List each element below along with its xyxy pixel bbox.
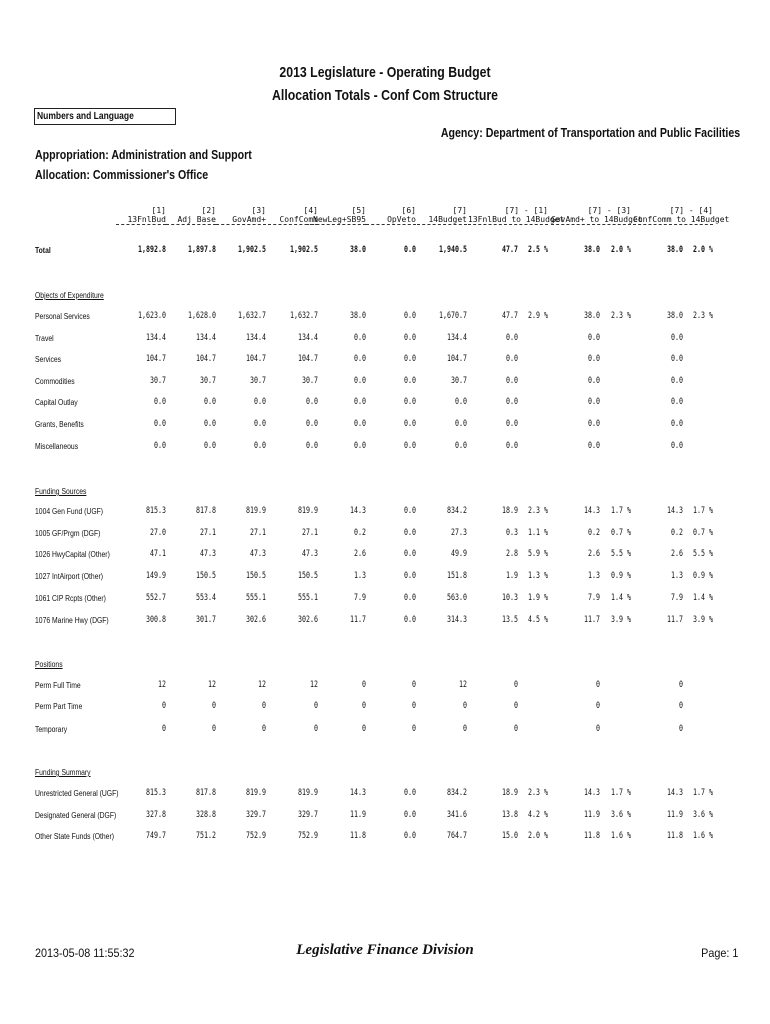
table-cell: 11.9 (350, 810, 366, 820)
table-cell: 11.8 (350, 831, 366, 841)
table-cell: 819.9 (246, 788, 266, 798)
table-cell: 1,623.0 (138, 311, 166, 321)
table-cell: 150.5 (298, 571, 318, 581)
table-cell: 3.9 % (693, 615, 713, 625)
table-cell: 302.6 (298, 615, 318, 625)
table-cell: 12 (258, 680, 266, 690)
table-cell: 0 (679, 680, 683, 690)
footer-division: Legislative Finance Division (296, 942, 474, 958)
table-cell: 0.0 (671, 397, 683, 407)
table-cell: 0.7 % (693, 528, 713, 538)
table-cell: 0.0 (671, 441, 683, 451)
table-cell: 3.9 % (611, 615, 631, 625)
table-cell: 38.0 (667, 311, 683, 321)
table-cell: 0.0 (354, 376, 366, 386)
table-cell: 47.3 (250, 549, 266, 559)
column-number: [6] (401, 206, 416, 215)
table-cell: 7.9 (354, 593, 366, 603)
table-cell: 0.0 (506, 397, 518, 407)
table-cell: 0.0 (354, 354, 366, 364)
column-label: 14Budget (417, 215, 467, 225)
table-cell: 0 (262, 724, 266, 734)
table-cell: 0.0 (404, 831, 416, 841)
table-cell: 38.0 (350, 245, 366, 255)
column-number: [1] (151, 206, 166, 215)
table-cell: 555.1 (298, 593, 318, 603)
table-cell: 819.9 (246, 506, 266, 516)
table-cell: 13.5 (502, 615, 518, 625)
table-cell: 2.9 % (528, 311, 548, 321)
table-cell: 2.3 % (528, 506, 548, 516)
table-cell: 0.0 (204, 441, 216, 451)
table-cell: 1.3 % (528, 571, 548, 581)
table-cell: 0.0 (588, 354, 600, 364)
table-cell: 0.2 (588, 528, 600, 538)
column-label: GovAmd+ (216, 215, 266, 225)
section-heading: Funding Summary (35, 768, 91, 777)
table-cell: 0.0 (404, 376, 416, 386)
table-cell: 3.6 % (611, 810, 631, 820)
appropriation-heading: Appropriation: Administration and Support (35, 148, 252, 162)
table-cell: 15.0 (502, 831, 518, 841)
table-cell: 0 (514, 724, 518, 734)
section-heading: Positions (35, 660, 63, 669)
table-cell: 819.9 (298, 788, 318, 798)
table-cell: 1,902.5 (238, 245, 266, 255)
table-cell: 0.0 (404, 354, 416, 364)
table-cell: 752.9 (298, 831, 318, 841)
table-cell: 0.0 (588, 397, 600, 407)
table-cell: 27.0 (150, 528, 166, 538)
table-cell: 12 (459, 680, 467, 690)
table-cell: 0.0 (506, 376, 518, 386)
table-cell: 134.4 (246, 333, 266, 343)
table-cell: 150.5 (196, 571, 216, 581)
table-cell: 0.7 % (611, 528, 631, 538)
table-cell: 834.2 (447, 788, 467, 798)
table-cell: 0.0 (254, 441, 266, 451)
table-cell: 104.7 (146, 354, 166, 364)
column-label: NewLeg+SB95 (306, 215, 366, 225)
table-cell: 0.0 (404, 549, 416, 559)
table-cell: 552.7 (146, 593, 166, 603)
column-header (468, 206, 565, 225)
table-cell: 47.7 (502, 311, 518, 321)
table-cell: 0.0 (588, 419, 600, 429)
column-number: [2] (201, 206, 216, 215)
table-cell: 0.0 (588, 441, 600, 451)
table-cell: 1,670.7 (439, 311, 467, 321)
table-cell: 30.7 (302, 376, 318, 386)
table-cell: 0 (412, 724, 416, 734)
table-cell: 1.7 % (611, 788, 631, 798)
table-cell: 0.0 (671, 419, 683, 429)
column-number: [7] - [4] (669, 206, 713, 215)
table-cell: 149.9 (146, 571, 166, 581)
footer-date: 2013-05-08 11:55:32 (35, 946, 135, 960)
table-cell: 817.8 (196, 506, 216, 516)
table-cell: 0 (412, 701, 416, 711)
table-cell: 4.2 % (528, 810, 548, 820)
table-cell: 0.0 (404, 419, 416, 429)
table-cell: 104.7 (246, 354, 266, 364)
table-cell: 0 (463, 724, 467, 734)
table-cell: 134.4 (146, 333, 166, 343)
allocation-heading: Allocation: Commissioner's Office (35, 168, 209, 182)
column-header (551, 206, 643, 225)
table-cell: 0 (162, 701, 166, 711)
table-cell: 1.3 (588, 571, 600, 581)
table-cell: 18.9 (502, 788, 518, 798)
table-cell: 0.3 (506, 528, 518, 538)
table-cell: 0.0 (506, 333, 518, 343)
row-label: 1027 IntAirport (Other) (35, 572, 104, 581)
row-label: 1061 CIP Rcpts (Other) (35, 594, 106, 603)
table-cell: 0.2 (671, 528, 683, 538)
table-cell: 1.1 % (528, 528, 548, 538)
table-cell: 819.9 (298, 506, 318, 516)
table-cell: 764.7 (447, 831, 467, 841)
table-cell: 0.0 (354, 419, 366, 429)
column-header (216, 206, 266, 225)
row-label: Services (35, 355, 62, 364)
table-cell: 11.7 (667, 615, 683, 625)
column-header (417, 206, 467, 225)
table-cell: 817.8 (196, 788, 216, 798)
table-cell: 0.0 (254, 397, 266, 407)
table-cell: 0.0 (404, 788, 416, 798)
table-cell: 11.7 (584, 615, 600, 625)
table-cell: 329.7 (246, 810, 266, 820)
table-cell: 14.3 (584, 788, 600, 798)
table-cell: 0 (463, 701, 467, 711)
column-number: [5] (351, 206, 366, 215)
agency-heading: Agency: Department of Transportation and Public Facilities (440, 126, 740, 140)
table-cell: 0.0 (154, 441, 166, 451)
table-cell: 0.0 (404, 593, 416, 603)
table-cell: 1.9 % (528, 593, 548, 603)
section-heading: Objects of Expenditure (35, 291, 104, 300)
table-cell: 0.0 (354, 333, 366, 343)
table-cell: 4.5 % (528, 615, 548, 625)
table-cell: 0.0 (306, 441, 318, 451)
row-label: Personal Services (35, 312, 90, 321)
table-cell: 7.9 (588, 593, 600, 603)
row-label: 1076 Marine Hwy (DGF) (35, 616, 109, 625)
table-cell: 0.0 (404, 311, 416, 321)
table-cell: 3.6 % (693, 810, 713, 820)
row-label: Other State Funds (Other) (35, 832, 114, 841)
table-cell: 11.8 (584, 831, 600, 841)
column-number: [7] (452, 206, 467, 215)
column-header (366, 206, 416, 225)
table-cell: 0.0 (588, 333, 600, 343)
table-cell: 47.1 (150, 549, 166, 559)
table-cell: 0.0 (404, 506, 416, 516)
table-cell: 27.1 (250, 528, 266, 538)
table-cell: 11.9 (667, 810, 683, 820)
row-label: Temporary (35, 725, 68, 734)
table-cell: 2.8 (506, 549, 518, 559)
total-row-label: Total (35, 246, 51, 255)
table-cell: 0 (362, 724, 366, 734)
table-cell: 0 (596, 680, 600, 690)
table-cell: 150.5 (246, 571, 266, 581)
table-cell: 0.0 (404, 441, 416, 451)
table-cell: 301.7 (196, 615, 216, 625)
table-cell: 14.3 (350, 788, 366, 798)
table-cell: 1.6 % (693, 831, 713, 841)
table-cell: 0 (162, 724, 166, 734)
row-label: Miscellaneous (35, 442, 79, 451)
table-cell: 0 (362, 680, 366, 690)
table-cell: 49.9 (451, 549, 467, 559)
table-cell: 0.0 (671, 354, 683, 364)
table-cell: 0.0 (404, 245, 416, 255)
table-cell: 1,902.5 (290, 245, 318, 255)
table-cell: 0 (412, 680, 416, 690)
table-cell: 30.7 (250, 376, 266, 386)
table-cell: 12 (158, 680, 166, 690)
table-cell: 5.9 % (528, 549, 548, 559)
table-cell: 341.6 (447, 810, 467, 820)
table-cell: 134.4 (447, 333, 467, 343)
table-cell: 7.9 (671, 593, 683, 603)
row-label: Capital Outlay (35, 398, 78, 407)
column-header (116, 206, 166, 225)
table-cell: 328.8 (196, 810, 216, 820)
table-cell: 0.0 (455, 441, 467, 451)
table-cell: 0 (212, 701, 216, 711)
table-cell: 0 (262, 701, 266, 711)
table-cell: 27.1 (302, 528, 318, 538)
table-cell: 13.8 (502, 810, 518, 820)
table-cell: 0.2 (354, 528, 366, 538)
table-cell: 834.2 (447, 506, 467, 516)
column-label: ConfComm (268, 215, 318, 225)
table-cell: 1.9 (506, 571, 518, 581)
table-cell: 0.0 (506, 441, 518, 451)
table-cell: 11.7 (350, 615, 366, 625)
table-cell: 0 (314, 701, 318, 711)
table-cell: 0.0 (404, 810, 416, 820)
table-cell: 1.4 % (693, 593, 713, 603)
table-cell: 1,897.8 (188, 245, 216, 255)
row-label: 1005 GF/Prgm (DGF) (35, 529, 101, 538)
table-cell: 30.7 (451, 376, 467, 386)
table-cell: 1.7 % (611, 506, 631, 516)
table-cell: 2.0 % (693, 245, 713, 255)
table-cell: 1.7 % (693, 506, 713, 516)
table-cell: 555.1 (246, 593, 266, 603)
table-cell: 815.3 (146, 506, 166, 516)
table-cell: 14.3 (350, 506, 366, 516)
table-cell: 0 (314, 724, 318, 734)
column-number: [7] - [1] (504, 206, 548, 215)
table-cell: 1.3 (354, 571, 366, 581)
table-cell: 329.7 (298, 810, 318, 820)
table-cell: 1,632.7 (238, 311, 266, 321)
table-cell: 14.3 (584, 506, 600, 516)
table-cell: 0.0 (354, 397, 366, 407)
table-cell: 0.0 (506, 419, 518, 429)
table-cell: 0.0 (506, 354, 518, 364)
table-cell: 0.0 (404, 528, 416, 538)
table-cell: 0.0 (455, 419, 467, 429)
table-cell: 0.0 (154, 397, 166, 407)
table-cell: 1.3 (671, 571, 683, 581)
row-label: 1004 Gen Fund (UGF) (35, 507, 104, 516)
column-number: [4] (303, 206, 318, 215)
table-cell: 1,940.5 (439, 245, 467, 255)
table-cell: 47.7 (502, 245, 518, 255)
table-cell: 2.5 % (528, 245, 548, 255)
table-cell: 18.9 (502, 506, 518, 516)
table-cell: 5.5 % (693, 549, 713, 559)
table-cell: 0.0 (671, 333, 683, 343)
numbers-language-box (34, 108, 176, 125)
table-cell: 1.6 % (611, 831, 631, 841)
table-cell: 0.9 % (611, 571, 631, 581)
table-cell: 12 (310, 680, 318, 690)
table-cell: 10.3 (502, 593, 518, 603)
column-label: OpVeto (366, 215, 416, 225)
table-cell: 0 (514, 680, 518, 690)
table-cell: 11.8 (667, 831, 683, 841)
table-cell: 5.5 % (611, 549, 631, 559)
table-cell: 2.3 % (528, 788, 548, 798)
table-cell: 0.0 (254, 419, 266, 429)
table-cell: 151.8 (447, 571, 467, 581)
column-label: ConfComm to 14Budget (633, 215, 730, 224)
table-cell: 563.0 (447, 593, 467, 603)
table-cell: 0.0 (204, 397, 216, 407)
table-cell: 2.3 % (611, 311, 631, 321)
table-cell: 38.0 (667, 245, 683, 255)
table-cell: 2.6 (671, 549, 683, 559)
table-cell: 752.9 (246, 831, 266, 841)
table-cell: 1,892.8 (138, 245, 166, 255)
table-cell: 0.0 (671, 376, 683, 386)
table-cell: 14.3 (667, 506, 683, 516)
table-cell: 1,632.7 (290, 311, 318, 321)
table-cell: 553.4 (196, 593, 216, 603)
table-cell: 0.0 (154, 419, 166, 429)
table-cell: 0.0 (588, 376, 600, 386)
table-cell: 2.6 (588, 549, 600, 559)
column-header (633, 206, 730, 225)
row-label: Perm Part Time (35, 702, 83, 711)
table-cell: 0 (362, 701, 366, 711)
column-label: 13FnlBud (116, 215, 166, 225)
table-cell: 11.9 (584, 810, 600, 820)
table-cell: 0 (212, 724, 216, 734)
row-label: Perm Full Time (35, 681, 81, 690)
table-cell: 0.9 % (693, 571, 713, 581)
table-cell: 0.0 (306, 397, 318, 407)
report-subtitle: Allocation Totals - Conf Com Structure (272, 87, 498, 104)
column-label: 13FnlBud to 14Budget (468, 215, 565, 224)
table-cell: 0 (596, 724, 600, 734)
table-cell: 27.3 (451, 528, 467, 538)
table-cell: 12 (208, 680, 216, 690)
column-label: Adj Base (166, 215, 216, 225)
table-cell: 104.7 (447, 354, 467, 364)
table-cell: 815.3 (146, 788, 166, 798)
table-cell: 134.4 (196, 333, 216, 343)
table-cell: 749.7 (146, 831, 166, 841)
table-cell: 0.0 (306, 419, 318, 429)
table-cell: 0 (679, 724, 683, 734)
column-header (306, 206, 366, 225)
table-cell: 38.0 (584, 311, 600, 321)
table-cell: 47.3 (200, 549, 216, 559)
table-cell: 0 (596, 701, 600, 711)
table-cell: 0.0 (404, 333, 416, 343)
table-cell: 0.0 (404, 571, 416, 581)
table-cell: 0 (514, 701, 518, 711)
row-label: Designated General (DGF) (35, 811, 117, 820)
table-cell: 14.3 (667, 788, 683, 798)
table-cell: 38.0 (584, 245, 600, 255)
row-label: Unrestricted General (UGF) (35, 789, 119, 798)
table-cell: 2.3 % (693, 311, 713, 321)
table-cell: 30.7 (150, 376, 166, 386)
table-cell: 134.4 (298, 333, 318, 343)
table-cell: 314.3 (447, 615, 467, 625)
row-label: Travel (35, 334, 54, 343)
column-label: GovAmd+ to 14Budget (551, 215, 643, 224)
report-title: 2013 Legislature - Operating Budget (279, 64, 491, 81)
table-cell: 0 (679, 701, 683, 711)
table-cell: 1,628.0 (188, 311, 216, 321)
table-cell: 1.7 % (693, 788, 713, 798)
table-cell: 104.7 (196, 354, 216, 364)
section-heading: Funding Sources (35, 487, 87, 496)
footer-page-number: Page: 1 (700, 946, 738, 960)
table-cell: 302.6 (246, 615, 266, 625)
column-number: [7] - [3] (587, 206, 631, 215)
table-cell: 0.0 (455, 397, 467, 407)
table-cell: 38.0 (350, 311, 366, 321)
table-cell: 47.3 (302, 549, 318, 559)
column-header (166, 206, 216, 225)
row-label: Commodities (35, 377, 75, 386)
table-cell: 2.0 % (611, 245, 631, 255)
table-cell: 0.0 (354, 441, 366, 451)
table-cell: 0.0 (404, 615, 416, 625)
table-cell: 327.8 (146, 810, 166, 820)
table-cell: 2.6 (354, 549, 366, 559)
table-cell: 0.0 (204, 419, 216, 429)
table-cell: 300.8 (146, 615, 166, 625)
table-cell: 30.7 (200, 376, 216, 386)
row-label: 1026 HwyCapital (Other) (35, 550, 110, 559)
numbers-language-label: Numbers and Language (37, 111, 134, 122)
table-cell: 27.1 (200, 528, 216, 538)
row-label: Grants, Benefits (35, 420, 84, 429)
column-number: [3] (251, 206, 266, 215)
table-cell: 2.0 % (528, 831, 548, 841)
table-cell: 0.0 (404, 397, 416, 407)
table-cell: 751.2 (196, 831, 216, 841)
table-cell: 104.7 (298, 354, 318, 364)
table-cell: 1.4 % (611, 593, 631, 603)
